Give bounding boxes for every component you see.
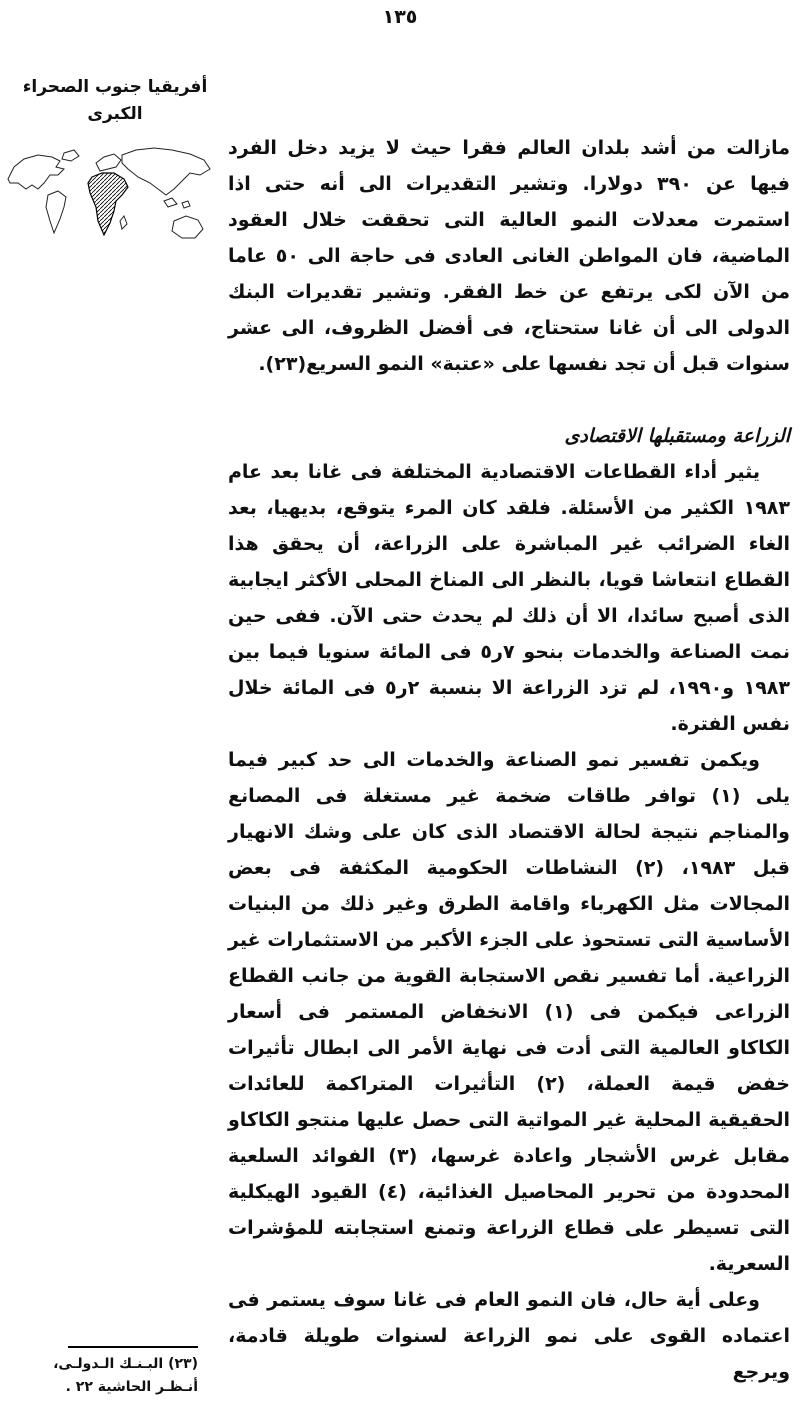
body-text — [228, 130, 790, 1390]
footnote-rule — [68, 1346, 198, 1348]
footnote-text: (٢٣) البـنـك الـدولـى، أنـظـر الحاشية ٢٢ . — [53, 1356, 198, 1395]
section-heading-agriculture: الزراعة ومستقبلها الاقتصادى — [564, 425, 790, 447]
region-label — [14, 74, 216, 128]
paragraph-poverty-outlook: مازالت من أشد بلدان العالم فقرا حيث لا يزيد دخل الفرد فيها عن ٣٩٠ دولارا. وتشير التقديرات الى أنه حتى اذا استمرت معدلات النمو العالية التى تحققت خلال العقود الماضية، فان المواطن الغانى العادى فى حاجة الى ٥٠ عاما من الآن لكى يرتفع عن خط الفقر. وتشير تقديرات البنك الدولى الى أن غانا ستحتاج، فى أفضل الظروف، الى عشر سنوات قبل أن تجد نفسها على «عتبة» النمو السريع(٢٣). — [228, 137, 790, 375]
region-label-line1: أفريقيا جنوب الصحراء — [22, 77, 208, 97]
page-number: ١٣٥ — [382, 6, 418, 28]
paragraph-growth-explanation: ويكمن تفسير نمو الصناعة والخدمات الى حد كبير فيما يلى (١) توافر طاقات ضخمة غير مستغلة فى المصانع والمناجم نتيجة لحالة الاقتصاد الذى كان على وشك الانهيار قبل ١٩٨٣، (٢) النشاطات الحكومية المكثفة فى بعض المجالات مثل الكهرباء واقامة الطرق وغير ذلك من البنيات الأساسية التى تستحوذ على الجزء الأكبر من الاستثمارات غير الزراعية. أما تفسير نقص الاستجابة القوية من جانب القطاع الزراعى فيكمن فى (١) الانخفاض المستمر فى أسعار الكاكاو العالمية التى أدت فى نهاية الأمر الى ابطال تأثيرات خفض قيمة العملة، (٢) التأثيرات المتراكمة للعائدات الحقيقية المحلية غير المواتية التى حصل عليها منتجو الكاكاو مقابل غرس الأشجار واعادة غرسها، (٣) الفوائد السلعية المحدودة من تحرير المحاصيل الغذائية، (٤) القيود الهيكلية التى تسيطر على قطاع الزراعة وتمنع استجابته للمؤشرات السعرية. — [228, 749, 791, 1275]
region-label-line2: الكبرى — [87, 104, 143, 124]
paragraph-general-growth: وعلى أية حال، فان النمو العام فى غانا سوف يستمر فى اعتماده القوى على نمو الزراعة لسنوات طويلة قادمة، ويرجع — [228, 1289, 790, 1383]
world-map-icon — [4, 144, 216, 258]
paragraph-sector-performance: يثير أداء القطاعات الاقتصادية المختلفة فى غانا بعد عام ١٩٨٣ الكثير من الأسئلة. فلقد كان المرء يتوقع، بديهيا، بعد الغاء الضرائب غير المباشرة على الزراعة، أن يحقق هذا القطاع انتعاشا قويا، بالنظر الى المناخ المحلى الأكثر ايجابية الذى أصبح سائدا، الا أن ذلك لم يحدث حتى الآن. ففى حين نمت الصناعة والخدمات بنحو ٧ر٥ فى المائة سنويا فيما بين ١٩٨٣ و١٩٩٠، لم تزد الزراعة الا بنسبة ٢ر٥ فى المائة خلال نفس الفترة. — [228, 461, 790, 735]
footnote — [0, 1346, 198, 1399]
